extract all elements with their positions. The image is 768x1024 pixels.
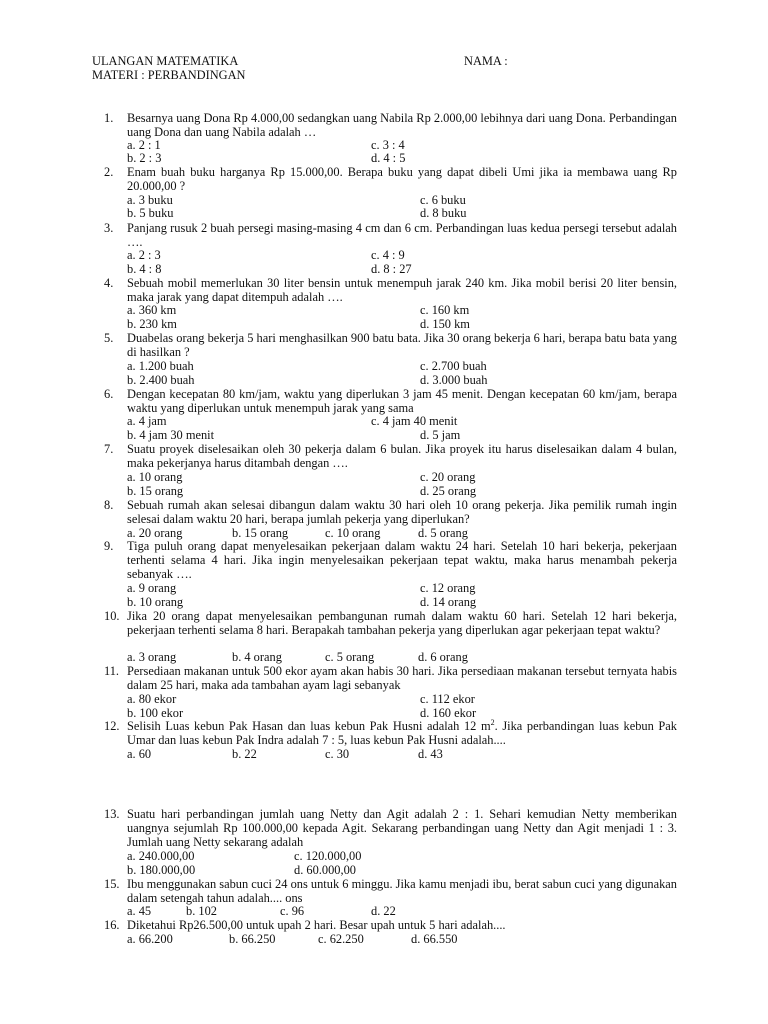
- option-a: a. 9 orang: [127, 581, 177, 595]
- question-text: Enam buah buku harganya Rp 15.000,00. Berapa buku yang dapat dibeli Umi jika ia membawa uang Rp 20.000,00 ?: [127, 165, 677, 193]
- option-d: d. 25 orang: [420, 484, 477, 498]
- option-a: a. 2 : 3: [127, 248, 161, 262]
- option-c: c. 20 orang: [420, 470, 476, 484]
- option-b: b. 15 orang: [232, 526, 289, 540]
- option-d: d. 3.000 buah: [420, 373, 488, 387]
- question-text: Jika 20 orang dapat menyelesaikan pembangunan rumah dalam waktu 60 hari. Setelah 12 hari bekerja, pekerjaan terhenti selama 8 hari. Berapakah tambahan pekerja yang diperlukan agar pekerjaan tepat waktu?: [127, 609, 677, 637]
- option-c: c. 4 : 9: [371, 248, 405, 262]
- question-number: 13.: [104, 807, 120, 821]
- question-number: 6.: [104, 387, 114, 401]
- option-d: d. 150 km: [420, 317, 470, 331]
- option-b: b. 180.000,00: [127, 863, 196, 877]
- option-b: b. 4 orang: [232, 650, 282, 664]
- option-a: a. 2 : 1: [127, 138, 161, 152]
- option-b: b. 66.250: [229, 932, 276, 946]
- option-d: d. 160 ekor: [420, 706, 477, 720]
- option-c: c. 120.000,00: [294, 849, 362, 863]
- question-text: Tiga puluh orang dapat menyelesaikan pekerjaan dalam waktu 24 hari. Setelah 10 hari bekerja, pekerjaan terhenti selama 4 hari. Jika ingin menyelesaikan pekerjaan tepat waktu, maka harus menambah pekerja sebanyak ….: [127, 539, 677, 581]
- option-c: c. 10 orang: [325, 526, 381, 540]
- option-c: c. 12 orang: [420, 581, 476, 595]
- option-d: d. 8 buku: [420, 206, 467, 220]
- option-b: b. 102: [186, 904, 217, 918]
- option-d: d. 60.000,00: [294, 863, 356, 877]
- question-text: Suatu proyek diselesaikan oleh 30 pekerja dalam 6 bulan. Jika proyek itu harus diselesaikan dalam 4 bulan, maka pekerjanya harus ditambah dengan ….: [127, 442, 677, 470]
- option-d: d. 5 jam: [420, 428, 461, 442]
- option-c: c. 6 buku: [420, 193, 466, 207]
- question-text: Duabelas orang bekerja 5 hari menghasilkan 900 batu bata. Jika 30 orang bekerja 6 hari, berapa batu bata yang di hasilkan ?: [127, 331, 677, 359]
- option-a: a. 20 orang: [127, 526, 183, 540]
- question-text: Dengan kecepatan 80 km/jam, waktu yang diperlukan 3 jam 45 menit. Dengan kecepatan 60 km/jam, berapa waktu yang diperlukan untuk menempuh jarak yang sama: [127, 387, 677, 415]
- question-number: 8.: [104, 498, 114, 512]
- superscript: 2: [490, 717, 495, 727]
- option-b: b. 10 orang: [127, 595, 184, 609]
- option-a: a. 80 ekor: [127, 692, 177, 706]
- option-d: d. 14 orang: [420, 595, 477, 609]
- name-label: NAMA :: [464, 54, 508, 68]
- option-d: d. 22: [371, 904, 396, 918]
- exam-subject: MATERI : PERBANDINGAN: [92, 68, 246, 82]
- question-text: Sebuah mobil memerlukan 30 liter bensin untuk menempuh jarak 240 km. Jika mobil berisi 20 liter bensin, maka jarak yang dapat ditempuh adalah ….: [127, 276, 677, 304]
- question-text: Persediaan makanan untuk 500 ekor ayam akan habis 30 hari. Jika persediaan makanan tersebut ternyata habis dalam 25 hari, maka ada tambahan ayam lagi sebanyak: [127, 664, 677, 692]
- option-d: d. 66.550: [411, 932, 458, 946]
- question-text: Sebuah rumah akan selesai dibangun dalam waktu 30 hari oleh 10 orang pekerja. Jika pemilik rumah ingin selesai dalam waktu 20 hari, berapa jumlah pekerja yang diperlukan?: [127, 498, 677, 526]
- option-a: a. 1.200 buah: [127, 359, 194, 373]
- option-b: b. 2.400 buah: [127, 373, 195, 387]
- option-b: b. 230 km: [127, 317, 177, 331]
- question-text-part: . Jika perbandingan luas kebun Pak Umar dan luas kebun Pak Indra adalah 7 : 5, luas kebun Pak Husni adalah....: [127, 719, 677, 747]
- option-c: c. 3 : 4: [371, 138, 405, 152]
- option-c: c. 160 km: [420, 303, 470, 317]
- question-number: 10.: [104, 609, 120, 623]
- option-a: a. 45: [127, 904, 152, 918]
- option-c: c. 96: [280, 904, 305, 918]
- question-number: 16.: [104, 918, 120, 932]
- option-c: c. 30: [325, 747, 350, 761]
- option-c: c. 112 ekor: [420, 692, 475, 706]
- option-c: c. 4 jam 40 menit: [371, 414, 458, 428]
- option-d: d. 8 : 27: [371, 262, 412, 276]
- question-text: Ibu menggunakan sabun cuci 24 ons untuk 6 minggu. Jika kamu menjadi ibu, berat sabun cuci yang digunakan dalam setengah tahun adalah.... ons: [127, 877, 677, 905]
- option-a: a. 360 km: [127, 303, 177, 317]
- question-text: Panjang rusuk 2 buah persegi masing-masing 4 cm dan 6 cm. Perbandingan luas kedua persegi tersebut adalah ….: [127, 221, 677, 249]
- question-number: 12.: [104, 719, 120, 733]
- question-number: 11.: [104, 664, 120, 678]
- option-a: a. 66.200: [127, 932, 173, 946]
- question-number: 2.: [104, 165, 114, 179]
- question-number: 9.: [104, 539, 114, 553]
- option-a: a. 10 orang: [127, 470, 183, 484]
- option-c: c. 2.700 buah: [420, 359, 487, 373]
- question-text: Diketahui Rp26.500,00 untuk upah 2 hari. Besar upah untuk 5 hari adalah....: [127, 918, 506, 932]
- option-b: b. 15 orang: [127, 484, 184, 498]
- question-number: 1.: [104, 111, 114, 125]
- question-text: [127, 717, 677, 748]
- question-number: 3.: [104, 221, 114, 235]
- question-text-part: Selisih Luas kebun Pak Hasan dan luas kebun Pak Husni adalah 12 m: [127, 719, 491, 733]
- option-b: b. 5 buku: [127, 206, 174, 220]
- question-number: 7.: [104, 442, 114, 456]
- question-number: 5.: [104, 331, 114, 345]
- option-b: b. 4 jam 30 menit: [127, 428, 215, 442]
- option-a: a. 240.000,00: [127, 849, 195, 863]
- option-d: d. 6 orang: [418, 650, 468, 664]
- option-a: a. 60: [127, 747, 152, 761]
- option-a: a. 3 buku: [127, 193, 173, 207]
- option-c: c. 5 orang: [325, 650, 375, 664]
- exam-title: ULANGAN MATEMATIKA: [92, 54, 239, 68]
- option-b: b. 100 ekor: [127, 706, 184, 720]
- option-d: d. 5 orang: [418, 526, 468, 540]
- option-a: a. 3 orang: [127, 650, 177, 664]
- option-c: c. 62.250: [318, 932, 364, 946]
- option-b: b. 2 : 3: [127, 151, 162, 165]
- option-d: d. 4 : 5: [371, 151, 406, 165]
- option-b: b. 22: [232, 747, 257, 761]
- question-number: 4.: [104, 276, 114, 290]
- question-text: Suatu hari perbandingan jumlah uang Netty dan Agit adalah 2 : 1. Sehari kemudian Netty memberikan uangnya sejumlah Rp 100.000,00 kepada Agit. Sekarang perbandingan uang Netty dan Agit menjadi 1 : 3. Jumlah uang Netty sekarang adalah: [127, 807, 677, 849]
- question-text: Besarnya uang Dona Rp 4.000,00 sedangkan uang Nabila Rp 2.000,00 lebihnya dari uang Dona. Perbandingan uang Dona dan uang Nabila adalah …: [127, 111, 677, 139]
- option-a: a. 4 jam: [127, 414, 167, 428]
- option-b: b. 4 : 8: [127, 262, 162, 276]
- question-number: 15.: [104, 877, 120, 891]
- option-d: d. 43: [418, 747, 443, 761]
